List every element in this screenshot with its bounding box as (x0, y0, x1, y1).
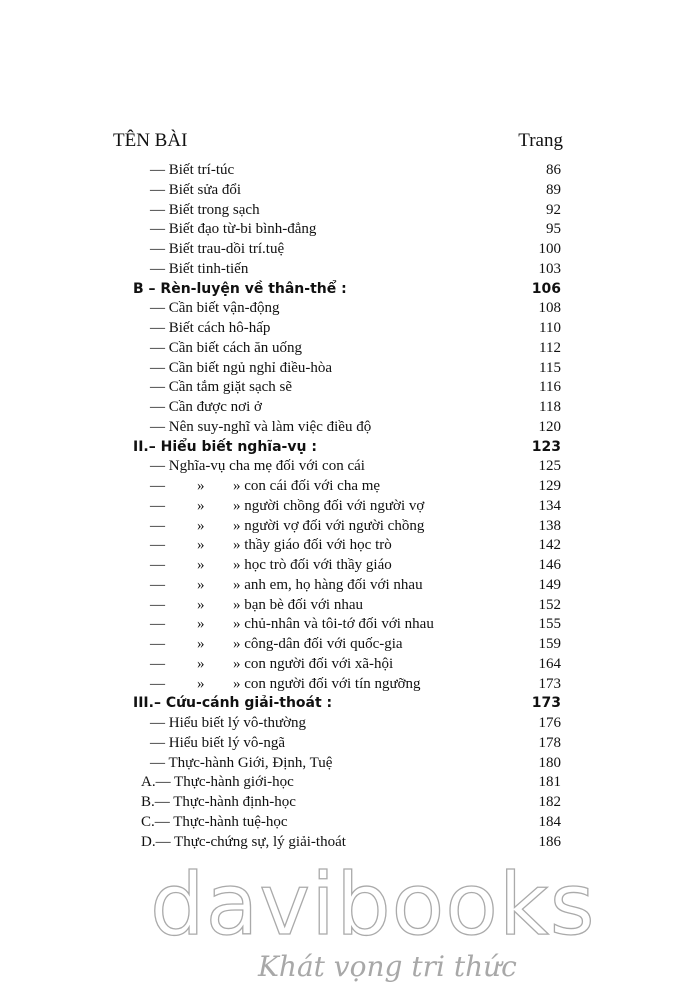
ditto-quote: » (197, 596, 205, 613)
toc-entry-title: » người vợ đối với người chồng (233, 517, 425, 534)
toc-page-number: 173 (531, 695, 561, 712)
toc-entry-row (0, 456, 700, 476)
toc-page-number: 146 (538, 557, 561, 573)
toc-entry-row (0, 417, 700, 437)
toc-page-number: 129 (538, 478, 561, 494)
ditto-dash: — (150, 636, 165, 652)
toc-entry-title: — Cần biết vận-động (150, 300, 280, 317)
toc-entry-title: — Biết đạo từ-bi bình-đẳng (150, 221, 317, 238)
toc-page-number: 115 (539, 359, 561, 376)
toc-entry-title: — Cần được nơi ở (150, 399, 262, 415)
ditto-quote: » (197, 537, 205, 554)
toc-page-number: 159 (538, 636, 561, 652)
toc-entry-title: — Hiểu biết lý vô-ngã (150, 734, 285, 751)
toc-page-number: 112 (539, 339, 561, 356)
toc-entry-title: » con cái đối với cha mẹ (233, 478, 381, 494)
toc-entry-row (0, 476, 700, 496)
toc-entry-row (0, 713, 700, 733)
toc-page-number: 164 (538, 655, 561, 672)
toc-entry-row (0, 614, 700, 634)
toc-entry-row (0, 516, 700, 536)
toc-entry-title: II.– Hiểu biết nghĩa-vụ : (133, 438, 317, 455)
toc-entry-title: B – Rèn-luyện về thân-thể : (133, 280, 347, 297)
ditto-dash: — (150, 675, 165, 692)
ditto-quote: » (197, 576, 205, 593)
toc-entry-row (0, 239, 700, 259)
toc-section-row (0, 693, 700, 713)
toc-entry-title: » công-dân đối với quốc-gia (233, 636, 403, 652)
toc-page-number: 182 (538, 794, 561, 810)
toc-entry-title: B.— Thực-hành định-học (141, 794, 296, 810)
toc-page-number: 181 (538, 774, 561, 791)
toc-entry-title: — Biết tinh-tiến (150, 260, 249, 277)
ditto-dash: — (150, 616, 165, 633)
toc-header (113, 130, 563, 160)
toc-entry-title: » học trò đối với thầy giáo (233, 557, 392, 573)
toc-page-number: 186 (538, 833, 561, 850)
toc-entry-row (0, 338, 700, 358)
ditto-dash: — (150, 497, 165, 514)
toc-page-number: 100 (538, 241, 561, 257)
toc-entry-row (0, 160, 700, 180)
toc-entry-title: » con người đối với xã-hội (233, 655, 394, 672)
toc-page-number: 173 (538, 675, 561, 692)
toc-entry-title: III.– Cứu-cánh giải-thoát : (133, 695, 333, 712)
toc-page-number: 86 (546, 162, 561, 178)
toc-entry-row (0, 377, 700, 397)
toc-page-number: 180 (538, 754, 561, 771)
toc-page-number: 123 (531, 438, 561, 455)
toc-entry-row (0, 219, 700, 239)
toc-entry-title: D.— Thực-chứng sự, lý giải-thoát (141, 833, 346, 850)
toc-entry-row (0, 753, 700, 773)
toc-page-number: 152 (538, 596, 561, 613)
toc-page-number: 134 (538, 497, 561, 514)
watermark-tagline: Khát vọng tri thức (258, 950, 517, 983)
toc-page-number: 95 (546, 221, 561, 238)
toc-entry-title: » con người đối với tín ngưỡng (233, 675, 421, 692)
toc-page-number: 108 (538, 300, 561, 317)
toc-entry-title: — Cần tắm giặt sạch sẽ (150, 379, 293, 396)
toc-entry-title: — Cần biết ngủ nghỉ điều-hòa (150, 359, 333, 376)
toc-entry-row (0, 200, 700, 220)
ditto-quote: » (197, 636, 205, 652)
toc-page-number: 120 (538, 418, 561, 435)
toc-entry-title: — Nên suy-nghĩ và làm việc điều độ (150, 418, 372, 435)
toc-entry-title: — Biết sửa đổi (150, 181, 242, 198)
toc-entry-row (0, 180, 700, 200)
ditto-dash: — (150, 576, 165, 593)
toc-section-row (0, 437, 700, 457)
toc-page-number: 106 (531, 280, 561, 297)
toc-page-number: 110 (539, 320, 561, 336)
toc-entry-row (0, 674, 700, 694)
toc-entry-title: — Cần biết cách ăn uống (150, 339, 303, 356)
ditto-dash: — (150, 655, 165, 672)
toc-section-row (0, 279, 700, 299)
toc-page-number: 92 (546, 201, 561, 218)
ditto-quote: » (197, 478, 205, 494)
toc-page-number: 138 (538, 517, 561, 534)
toc-entry-row (0, 358, 700, 378)
ditto-dash: — (150, 478, 165, 494)
header-title: TÊN BÀI (113, 130, 188, 151)
ditto-dash: — (150, 537, 165, 554)
toc-page-number: 103 (538, 260, 561, 277)
toc-entry-title: — Biết trí-túc (150, 162, 235, 178)
toc-entry-title: — Biết trau-dồi trí.tuệ (150, 241, 285, 257)
toc-entry-row (0, 595, 700, 615)
toc-entry-row (0, 654, 700, 674)
toc-entry-row (0, 832, 700, 852)
toc-page-number: 178 (538, 734, 561, 751)
toc-entry-row (0, 555, 700, 575)
toc-entry-row (0, 772, 700, 792)
toc-entry-title: A.— Thực-hành giới-học (141, 774, 294, 791)
toc-entry-title: » anh em, họ hàng đối với nhau (233, 576, 423, 593)
toc-page-number: 184 (538, 813, 561, 830)
toc-page-number: 116 (539, 379, 561, 396)
toc-entry-title: » thầy giáo đối với học trò (233, 537, 392, 554)
toc-page-number: 176 (538, 715, 561, 731)
header-page-label: Trang (518, 130, 563, 151)
toc-entry-row (0, 397, 700, 417)
ditto-dash: — (150, 557, 165, 573)
toc-entry-title: » bạn bè đối với nhau (233, 596, 363, 613)
toc-entry-title: — Biết trong sạch (150, 201, 260, 218)
toc-page-number: 89 (546, 181, 561, 198)
ditto-quote: » (197, 675, 205, 692)
watermark-brand: davibooks (150, 855, 596, 955)
toc-entry-row (0, 318, 700, 338)
toc-entry-row (0, 259, 700, 279)
ditto-dash: — (150, 517, 165, 534)
toc-page-number: 155 (538, 616, 561, 633)
ditto-dash: — (150, 596, 165, 613)
toc-entry-row (0, 634, 700, 654)
toc-entry-row (0, 792, 700, 812)
ditto-quote: » (197, 616, 205, 633)
toc-entry-title: C.— Thực-hành tuệ-học (141, 813, 288, 830)
ditto-quote: » (197, 497, 205, 514)
toc-page-number: 149 (538, 576, 561, 593)
toc-entry-title: — Hiểu biết lý vô-thường (150, 715, 307, 731)
ditto-quote: » (197, 655, 205, 672)
toc-page-number: 142 (538, 537, 561, 554)
toc-entry-title: — Thực-hành Giới, Định, Tuệ (150, 754, 333, 771)
toc-entry-title: » người chồng đối với người vợ (233, 497, 425, 514)
toc-entry-row (0, 535, 700, 555)
toc-entry-row (0, 575, 700, 595)
toc-entry-row (0, 496, 700, 516)
toc-entry-title: » chủ-nhân và tôi-tớ đối với nhau (233, 616, 434, 633)
toc-entry-title: — Biết cách hô-hấp (150, 320, 271, 336)
toc-page-number: 125 (538, 458, 561, 475)
toc-page-number: 118 (539, 399, 561, 415)
toc-entry-row (0, 733, 700, 753)
toc-entry-row (0, 298, 700, 318)
toc-entry-row (0, 812, 700, 832)
ditto-quote: » (197, 557, 205, 573)
toc-entry-title: — Nghĩa-vụ cha mẹ đối với con cái (150, 458, 365, 475)
ditto-quote: » (197, 517, 205, 534)
